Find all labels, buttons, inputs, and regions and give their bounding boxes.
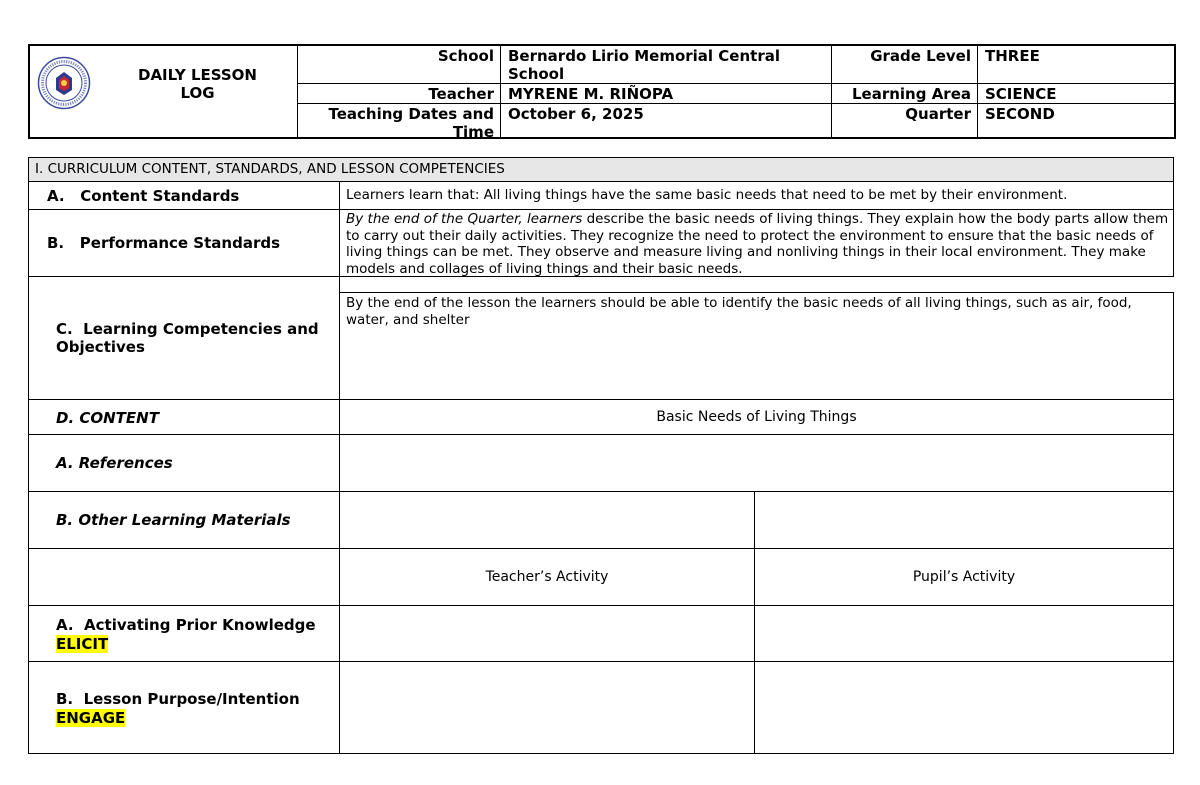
area-value: SCIENCE — [985, 85, 1057, 103]
lesson-table — [28, 157, 1174, 754]
other-materials-label: B. Other Learning Materials — [56, 511, 291, 529]
deped-seal-icon — [37, 56, 91, 110]
content-standards-text: Learners learn that: All living things have the same basic needs that need to be met by their environment. — [346, 187, 1068, 203]
log-title-line1: DAILY LESSON — [138, 66, 257, 84]
lesson-purpose-teacher-cell — [339, 661, 755, 754]
references-label-cell — [28, 434, 340, 492]
prior-knowledge-label-cell — [28, 605, 340, 662]
competencies-label: C. Learning Competencies and Objectives — [56, 320, 319, 356]
grade-value: THREE — [985, 47, 1040, 65]
engage-tag: ENGAGE — [56, 709, 126, 727]
pupil-activity-header-cell — [754, 548, 1174, 606]
performance-standards-label: B. Performance Standards — [47, 234, 281, 252]
area-label: Learning Area — [851, 85, 971, 103]
prior-knowledge-label — [56, 616, 316, 654]
lesson-purpose-label — [56, 690, 300, 728]
content-label-cell — [28, 399, 340, 435]
performance-standards-cell — [339, 209, 1174, 277]
other-materials-pupil-cell — [754, 491, 1174, 549]
teacher-value: MYRENE M. RIÑOPA — [508, 85, 674, 103]
prior-knowledge-title: A. Activating Prior Knowledge — [56, 616, 316, 634]
content-label: D. CONTENT — [56, 409, 159, 427]
header-divider — [977, 46, 978, 137]
pupil-activity-header: Pupil’s Activity — [912, 569, 1016, 585]
lesson-purpose-label-cell — [28, 661, 340, 754]
references-cell — [339, 434, 1174, 492]
teacher-label: Teacher — [428, 85, 494, 103]
performance-standards-text — [346, 211, 1171, 277]
lesson-purpose-title: B. Lesson Purpose/Intention — [56, 690, 300, 708]
teacher-activity-header-cell — [339, 548, 755, 606]
other-materials-label-cell — [28, 491, 340, 549]
content-standards-label: A. Content Standards — [47, 187, 240, 205]
prior-knowledge-teacher-cell — [339, 605, 755, 662]
performance-standards-label-cell — [28, 209, 340, 277]
header-table — [28, 44, 1176, 139]
activity-header-blank-cell — [28, 548, 340, 606]
performance-body: describe the basic needs of living things. They explain how the body parts allow them to carry out their daily activities. They recognize the need to protect the environment to ensure that the basic needs of living things can be met. They observe and measure living and nonliving things in their local environment. They make models and collages of living things and their basic needs. — [346, 211, 1169, 277]
quarter-value: SECOND — [985, 105, 1055, 123]
header-divider — [500, 46, 501, 137]
performance-lead: By the end of the Quarter, learners — [346, 211, 583, 227]
competencies-text: By the end of the lesson the learners should be able to identify the basic needs of all living things, such as air, food, water, and shelter — [346, 295, 1132, 328]
section-header — [28, 157, 1174, 182]
content-standards-cell — [339, 181, 1174, 210]
competencies-label-cell — [28, 276, 340, 400]
other-materials-teacher-cell — [339, 491, 755, 549]
section-title: I. CURRICULUM CONTENT, STANDARDS, AND LESSON COMPETENCIES — [35, 161, 505, 177]
references-label: A. References — [56, 454, 173, 472]
dates-label: Teaching Dates and Time — [328, 105, 494, 141]
school-label: School — [437, 47, 494, 65]
dates-value: October 6, 2025 — [508, 105, 644, 123]
content-value: Basic Needs of Living Things — [656, 409, 857, 425]
header-row-line — [298, 83, 1174, 84]
grade-label: Grade Level — [870, 47, 971, 65]
prior-knowledge-pupil-cell — [754, 605, 1174, 662]
teacher-activity-header: Teacher’s Activity — [485, 569, 609, 585]
log-title-line2: LOG — [180, 84, 215, 102]
lesson-purpose-pupil-cell — [754, 661, 1174, 754]
header-row-line — [298, 103, 1174, 104]
elicit-tag: ELICIT — [56, 635, 109, 653]
log-title — [100, 66, 295, 102]
content-value-cell — [339, 399, 1174, 435]
competencies-cell — [339, 292, 1174, 400]
school-value: Bernardo Lirio Memorial Central School — [508, 47, 780, 83]
quarter-label: Quarter — [905, 105, 971, 123]
content-standards-label-cell — [28, 181, 340, 210]
